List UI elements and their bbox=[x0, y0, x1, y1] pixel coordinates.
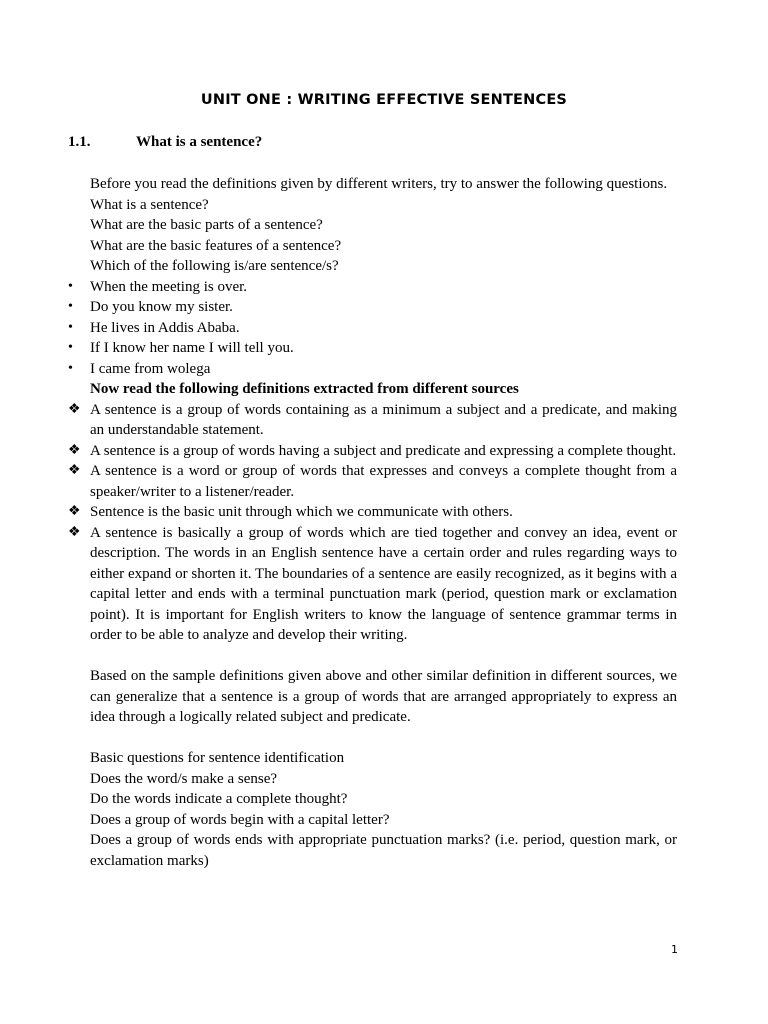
generalization-paragraph: Based on the sample definitions given above and other similar definition in different sources, we can generalize that a sentence is a group of words that are arranged appropriately to express an idea through a logically related subject and predicate. bbox=[90, 668, 677, 725]
paragraph-spacer bbox=[90, 646, 677, 667]
bullet-text: When the meeting is over. bbox=[90, 278, 248, 295]
unit-title: UNIT ONE : WRITING EFFECTIVE SENTENCES bbox=[200, 92, 568, 108]
bullet-item bbox=[68, 277, 677, 298]
bullet-item bbox=[68, 318, 677, 339]
paragraph-spacer bbox=[90, 728, 677, 749]
definition-text: A sentence is basically a group of words which are tied together and convey an idea, event or description. The words in an English sentence have a certain order and rules regarding ways to either expand or shorten it. The boundaries of a sentence are easily recognized, as it begins with a capital letter and ends with a terminal punctuation mark (period, question mark or exclamation point). It is important for English writers to know the language of sentence grammar terms in order to be able to analyze and develop their writing. bbox=[90, 524, 677, 643]
question-line: Does the word/s make a sense? bbox=[90, 770, 278, 787]
bullet-text: I came from wolega bbox=[90, 360, 211, 377]
bullet-dot: • bbox=[68, 340, 73, 355]
bullet-text: Do you know my sister. bbox=[90, 299, 233, 315]
intro-line: What are the basic features of a sentence? bbox=[90, 237, 342, 254]
bullet-dot: • bbox=[68, 319, 73, 335]
questions-heading: Basic questions for sentence identification bbox=[90, 750, 345, 766]
definition-item bbox=[68, 400, 677, 441]
diamond-bullet-icon: ❖ bbox=[68, 463, 81, 478]
bullet-dot: • bbox=[68, 278, 73, 294]
question-line: Does a group of words begin with a capital letter? bbox=[90, 811, 390, 828]
definition-text: A sentence is a group of words having a subject and predicate and expressing a complete thought. bbox=[90, 442, 677, 459]
definition-text: A sentence is a group of words containing as a minimum a subject and a predicate, and making an understandable statement. bbox=[90, 401, 677, 438]
question-line: Does a group of words ends with appropriate punctuation marks? (i.e. period, question mark, or exclamation marks) bbox=[90, 832, 677, 869]
diamond-bullet-icon: ❖ bbox=[68, 442, 81, 458]
definition-item bbox=[68, 523, 677, 646]
question-line: Do the words indicate a complete thought? bbox=[90, 791, 348, 807]
section-number: 1.1. bbox=[68, 134, 91, 150]
document-body bbox=[68, 174, 677, 871]
bullet-item bbox=[68, 297, 677, 318]
diamond-bullet-icon: ❖ bbox=[68, 504, 81, 519]
bullet-dot: • bbox=[68, 299, 73, 314]
bullet-item bbox=[68, 359, 677, 380]
definition-item bbox=[68, 441, 677, 462]
definition-item bbox=[68, 461, 677, 502]
bullet-item bbox=[68, 338, 677, 359]
page-number: 1 bbox=[671, 943, 678, 956]
definition-text: Sentence is the basic unit through which we communicate with others. bbox=[90, 504, 513, 520]
diamond-bullet-icon: ❖ bbox=[68, 401, 81, 417]
intro-line: Which of the following is/are sentence/s? bbox=[90, 258, 339, 274]
bullet-text: If I know her name I will tell you. bbox=[90, 340, 294, 356]
bullet-text: He lives in Addis Ababa. bbox=[90, 319, 240, 336]
section-title: What is a sentence? bbox=[136, 134, 263, 150]
definition-item bbox=[68, 502, 677, 523]
diamond-bullet-icon: ❖ bbox=[68, 524, 81, 540]
definition-text: A sentence is a word or group of words that expresses and conveys a complete thought from a speaker/writer to a listener/reader. bbox=[90, 463, 677, 500]
bullet-dot: • bbox=[68, 360, 73, 376]
intro-line: What are the basic parts of a sentence? bbox=[90, 217, 323, 233]
definitions-heading: Now read the following definitions extracted from different sources bbox=[90, 381, 519, 397]
intro-line: Before you read the definitions given by different writers, try to answer the following questions. bbox=[90, 176, 668, 192]
intro-line: What is a sentence? bbox=[90, 196, 209, 213]
